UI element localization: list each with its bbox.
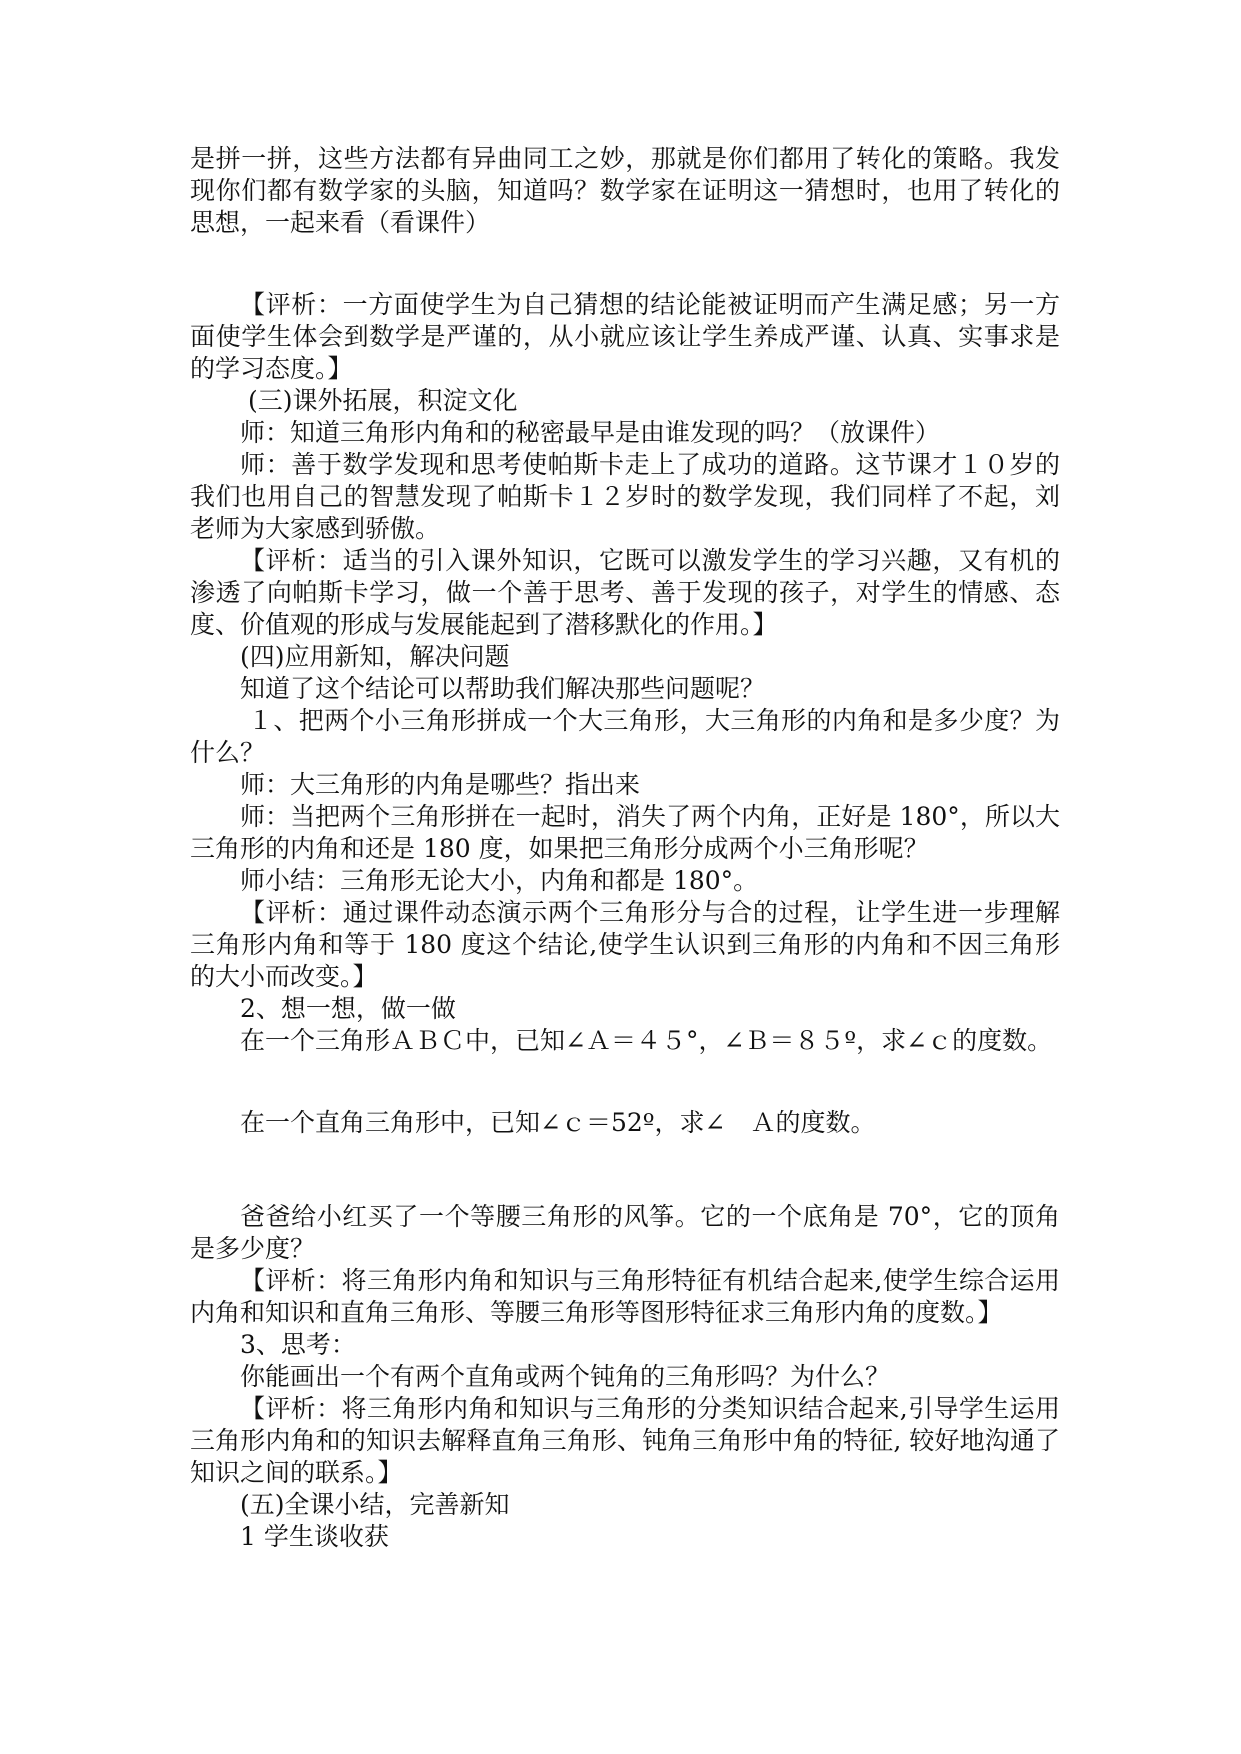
paragraph-exercise-1: １、把两个小三角形拼成一个大三角形，大三角形的内角和是多少度？为什么？ [190,706,1060,767]
paragraph-comment-4: 【评析：将三角形内角和知识与三角形特征有机结合起来,使学生综合运用内角和知识和直角三角形、等腰三角形等图形特征求三角形内角的度数。】 [190,1266,1060,1327]
paragraph-teacher-question: 师：知道三角形内角和的秘密最早是由谁发现的吗？（放课件） [240,418,941,447]
paragraph-exercise-2-heading: 2、想一想，做一做 [240,994,456,1023]
section-heading-3: (三)课外拓展，积淀文化 [248,386,518,415]
paragraph-comment-5: 【评析：将三角形内角和知识与三角形的分类知识结合起来,引导学生运用三角形内角和的知识去解释直角三角形、钝角三角形中角的特征, 较好地沟通了知识之间的联系。】 [190,1394,1060,1487]
paragraph-student-harvest: 1 学生谈收获 [240,1522,389,1551]
paragraph-exercise-3-question: 你能画出一个有两个直角或两个钝角的三角形吗？为什么？ [240,1362,891,1391]
section-heading-4: (四)应用新知，解决问题 [240,642,510,671]
document-page [190,143,1060,1553]
paragraph-teacher-explain: 师：当把两个三角形拼在一起时，消失了两个内角，正好是 180°，所以大三角形的内角和还是 180 度，如果把三角形分成两个小三角形呢？ [190,802,1060,863]
section-heading-5: (五)全课小结，完善新知 [240,1490,510,1519]
paragraph-intro: 是拼一拼，这些方法都有异曲同工之妙，那就是你们都用了转化的策略。我发现你们都有数学家的头脑，知道吗？数学家在证明这一猜想时，也用了转化的思想，一起来看（看课件） [190,144,1060,237]
paragraph-comment-2: 【评析：适当的引入课外知识，它既可以激发学生的学习兴趣，又有机的渗透了向帕斯卡学习，做一个善于思考、善于发现的孩子，对学生的情感、态度、价值观的形成与发展能起到了潜移默化的作用。】 [190,546,1060,639]
paragraph-teacher-summary: 师小结：三角形无论大小，内角和都是 180°。 [240,866,759,895]
paragraph-teacher-pascal: 师：善于数学发现和思考使帕斯卡走上了成功的道路。这节课才１０岁的我们也用自己的智慧发现了帕斯卡１２岁时的数学发现，我们同样了不起，刘老师为大家感到骄傲。 [190,450,1060,543]
paragraph-apply-intro: 知道了这个结论可以帮助我们解决那些问题呢？ [240,674,766,703]
paragraph-exercise-3-heading: 3、思考： [240,1330,356,1359]
paragraph-exercise-2a: 在一个三角形ＡＢＣ中，已知∠Ａ＝４５°，∠Ｂ＝８５º，求∠ｃ的度数。 [240,1026,1053,1055]
paragraph-comment-3: 【评析：通过课件动态演示两个三角形分与合的过程，让学生进一步理解三角形内角和等于 180 度这个结论,使学生认识到三角形的内角和不因三角形的大小而改变。】 [190,898,1060,991]
paragraph-exercise-2b: 在一个直角三角形中，已知∠ｃ＝52º，求∠ Ａ的度数。 [240,1108,876,1137]
paragraph-exercise-2c: 爸爸给小红买了一个等腰三角形的风筝。它的一个底角是 70°，它的顶角是多少度？ [190,1202,1060,1263]
paragraph-teacher-ask: 师：大三角形的内角是哪些？指出来 [240,770,641,799]
paragraph-comment-1: 【评析：一方面使学生为自己猜想的结论能被证明而产生满足感；另一方面使学生体会到数学是严谨的，从小就应该让学生养成严谨、认真、实事求是的学习态度。】 [190,290,1060,383]
